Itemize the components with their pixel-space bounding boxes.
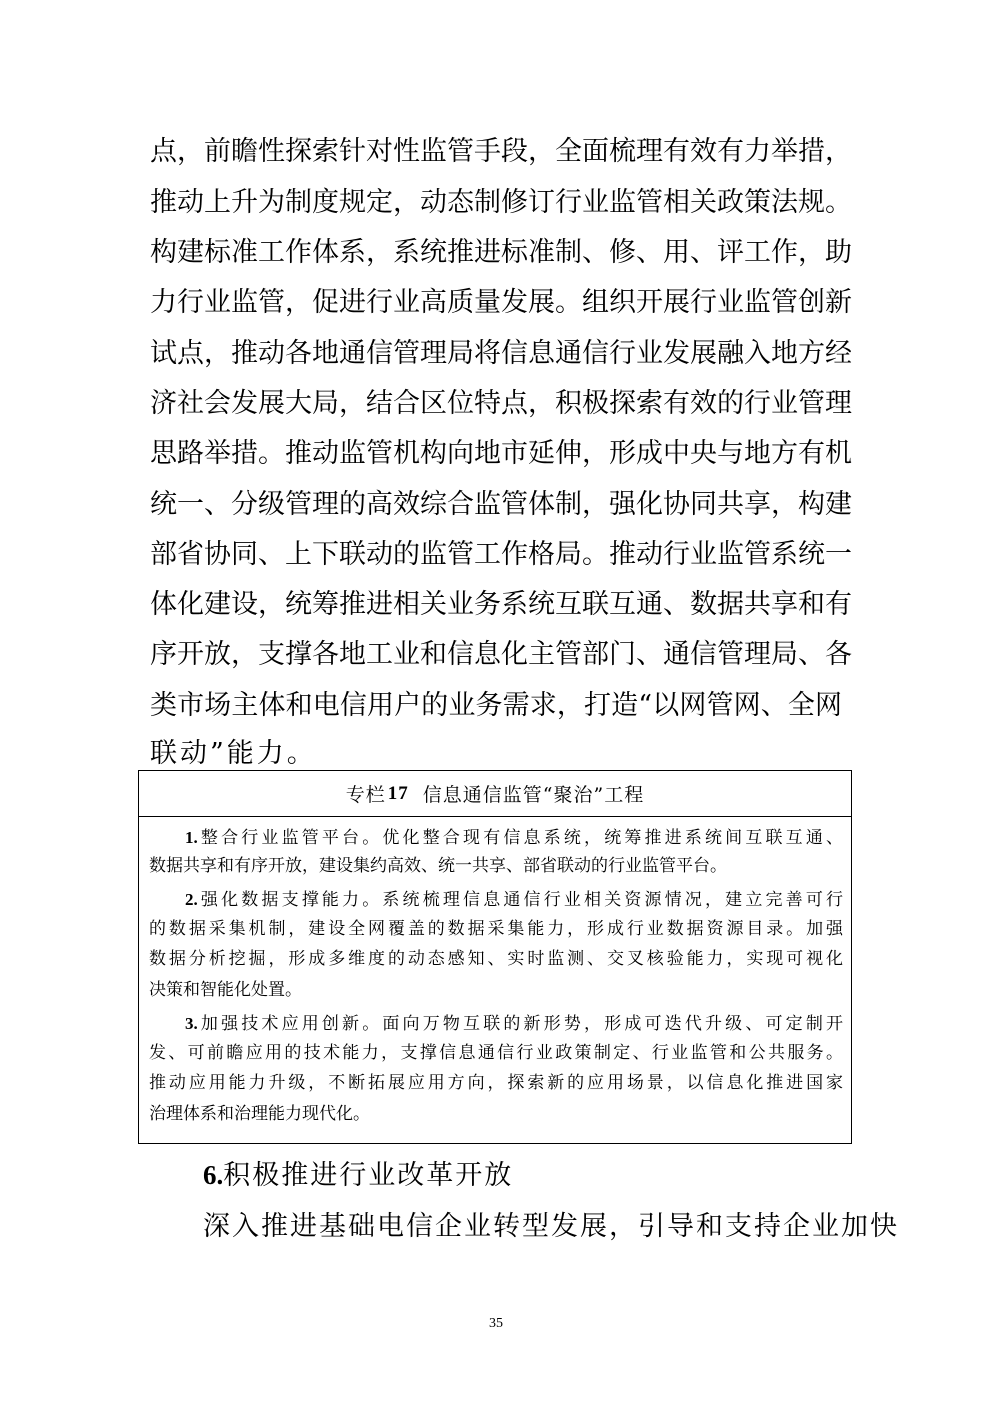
- body-line: 试点，推动各地通信管理局将信息通信行业发展融入地方经: [150, 338, 852, 369]
- column-box-line: 数据共享和有序开放，建设集约高效、统一共享、部省联动的行业监管平台。: [149, 856, 727, 876]
- item-text: 加强技术应用创新。面向万物互联的新形势，形成可迭代升级、可定制开: [197, 1014, 843, 1034]
- body-line: 点，前瞻性探索针对性监管手段，全面梳理有效有力举措，: [150, 136, 852, 167]
- column-box: [138, 770, 852, 1144]
- body-line: 部省协同、上下联动的监管工作格局。推动行业监管系统一: [150, 539, 852, 570]
- item-text: 整合行业监管平台。优化整合现有信息系统，统筹推进系统间互联互通、: [197, 828, 843, 848]
- body-line: 序开放，支撑各地工业和信息化主管部门、通信管理局、各: [150, 639, 852, 670]
- column-box-title-text: 信息通信监管“聚治”工程: [422, 784, 645, 806]
- item-text: 强化数据支撑能力。系统梳理信息通信行业相关资源情况，建立完善可行: [197, 890, 843, 910]
- section-title: 积极推进行业改革开放: [223, 1160, 514, 1191]
- section-body-line: 深入推进基础电信企业转型发展，引导和支持企业加快: [203, 1211, 899, 1242]
- column-box-title: [139, 771, 851, 817]
- body-line: 力行业监管，促进行业高质量发展。组织开展行业监管创新: [150, 287, 852, 318]
- item-number: 2.: [185, 890, 198, 909]
- column-box-line: 发、可前瞻应用的技术能力，支撑信息通信行业政策制定、行业监管和公共服务。: [149, 1043, 843, 1063]
- column-box-line: 的数据采集机制，建设全网覆盖的数据采集能力，形成行业数据资源目录。加强: [149, 919, 843, 939]
- page-number: 35: [489, 1316, 503, 1331]
- body-line: 思路举措。推动监管机构向地市延伸，形成中央与地方有机: [150, 438, 852, 469]
- body-line: 联动”能力。: [150, 738, 317, 769]
- body-line: 体化建设，统筹推进相关业务系统互联互通、数据共享和有: [150, 589, 852, 620]
- column-box-line: 推动应用能力升级，不断拓展应用方向，探索新的应用场景，以信息化推进国家: [149, 1073, 843, 1093]
- column-box-title-prefix: 专栏: [345, 784, 386, 806]
- column-box-item-1: [185, 825, 843, 850]
- column-box-item-3: [185, 1011, 843, 1036]
- column-box-number: 17: [387, 782, 409, 804]
- body-line: 济社会发展大局，结合区位特点，积极探索有效的行业管理: [150, 388, 852, 419]
- item-number: 1.: [185, 828, 198, 847]
- column-box-item-2: [185, 887, 843, 912]
- item-number: 3.: [185, 1014, 198, 1033]
- section-number: 6.: [203, 1160, 224, 1190]
- body-line: 推动上升为制度规定，动态制修订行业监管相关政策法规。: [150, 187, 852, 218]
- body-line: 构建标准工作体系，系统推进标准制、修、用、评工作，助: [150, 237, 852, 268]
- body-line: 统一、分级管理的高效综合监管体制，强化协同共享，构建: [150, 489, 852, 520]
- body-line: 类市场主体和电信用户的业务需求，打造“以网管网、全网: [150, 690, 842, 721]
- section-heading: [203, 1158, 513, 1193]
- column-box-line: 决策和智能化处置。: [149, 980, 302, 1000]
- column-box-line: 数据分析挖掘，形成多维度的动态感知、实时监测、交叉核验能力，实现可视化: [149, 949, 843, 969]
- column-box-line: 治理体系和治理能力现代化。: [149, 1104, 370, 1124]
